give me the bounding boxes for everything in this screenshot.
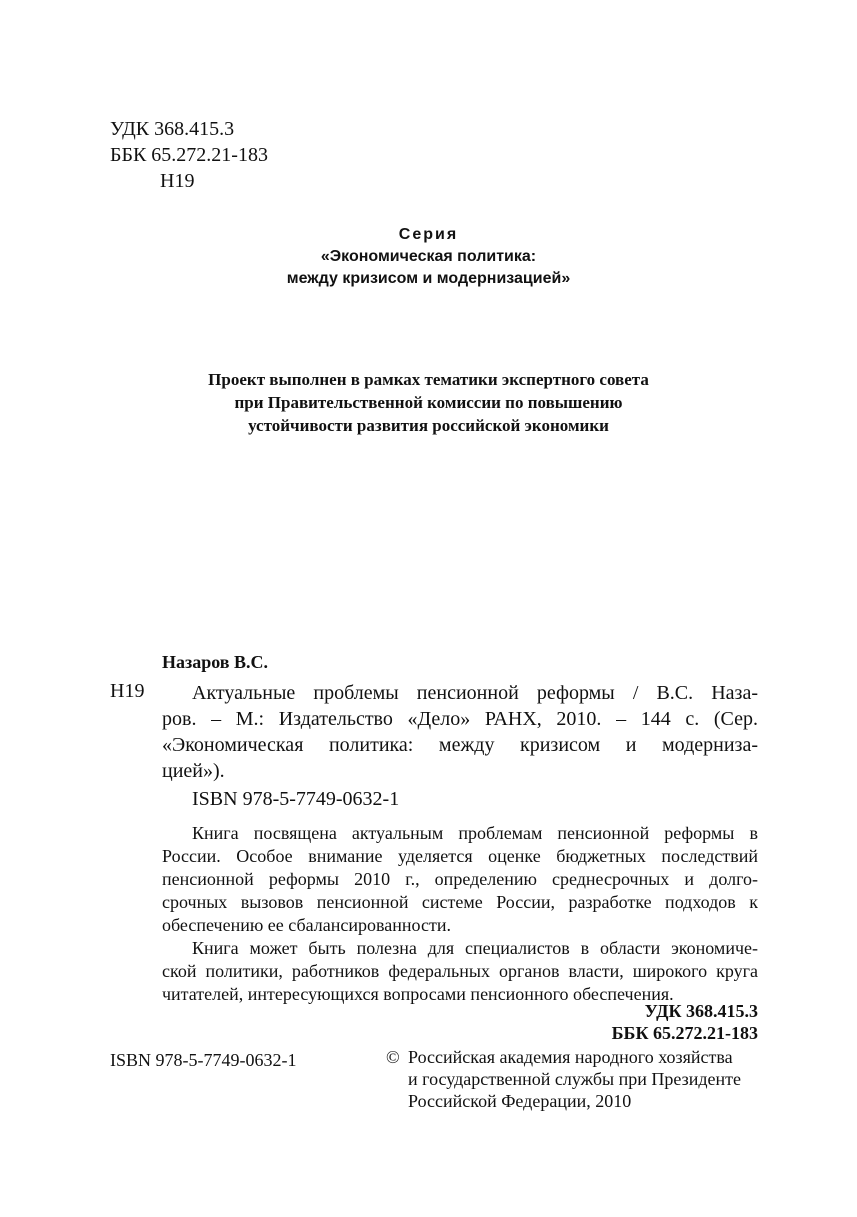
- bibliographic-line: «Экономическая политика: между кризисом и модерниза-: [162, 734, 758, 756]
- bibliographic-line: цией»).: [162, 760, 225, 782]
- project-line-2: при Правительственной комиссии по повышению: [234, 393, 623, 412]
- isbn-bottom: ISBN 978-5-7749-0632-1: [110, 1050, 297, 1070]
- series-title-line-1: «Экономическая политика:: [320, 248, 537, 265]
- annotation-line: читателей, интересующихся вопросами пенсионного обеспечения.: [162, 984, 674, 1004]
- udk-code-bottom: УДК 368.415.3: [644, 1001, 758, 1021]
- annotation-line: обеспечению ее сбалансированности.: [162, 915, 451, 935]
- classification-footer: [612, 1000, 758, 1044]
- bbk-code-bottom: ББК 65.272.21-183: [611, 1023, 758, 1043]
- isbn-line: ISBN 978-5-7749-0632-1: [192, 788, 400, 810]
- bibliographic-code: Н19: [110, 680, 145, 702]
- annotation-line: ской политики, работников федеральных органов власти, широкого круга: [162, 961, 758, 981]
- copyright-line: Российская академия народного хозяйства: [408, 1047, 733, 1067]
- author-mark: Н19: [160, 170, 195, 192]
- copyright-line: и государственной службы при Президенте: [408, 1069, 741, 1089]
- annotation-line: России. Особое внимание уделяется оценке бюджетных последствий: [162, 846, 758, 866]
- bbk-code: ББК 65.272.21-183: [110, 144, 268, 166]
- annotation: [162, 822, 758, 1006]
- classification-header: [110, 116, 268, 194]
- annotation-line: пенсионной реформы 2010 г., определению среднесрочных и долго-: [162, 869, 758, 889]
- series-block: [0, 224, 857, 290]
- copyright-block: [386, 1046, 741, 1112]
- copyright-line: Российской Федерации, 2010: [408, 1091, 632, 1111]
- project-line-1: Проект выполнен в рамках тематики экспертного совета: [208, 370, 649, 389]
- udk-code: УДК 368.415.3: [110, 118, 235, 140]
- author-name: Назаров В.С.: [162, 652, 269, 672]
- annotation-line: Книга посвящена актуальным проблемам пенсионной реформы в: [192, 823, 758, 843]
- copyright-icon: ©: [386, 1047, 400, 1067]
- annotation-line: срочных вызовов пенсионной системе России, разработке подходов к: [162, 892, 758, 912]
- project-note: [0, 368, 857, 437]
- project-line-3: устойчивости развития российской экономики: [248, 416, 609, 435]
- bibliographic-line: ров. – М.: Издательство «Дело» РАНХ, 2010. – 144 с. (Сер.: [162, 708, 758, 730]
- bibliographic-description: [162, 680, 758, 784]
- annotation-line: Книга может быть полезна для специалистов в области экономиче-: [192, 938, 758, 958]
- bibliographic-line: Актуальные проблемы пенсионной реформы / В.С. Наза-: [192, 682, 758, 704]
- series-label: Серия: [398, 226, 459, 243]
- series-title-line-2: между кризисом и модернизацией»: [286, 270, 571, 287]
